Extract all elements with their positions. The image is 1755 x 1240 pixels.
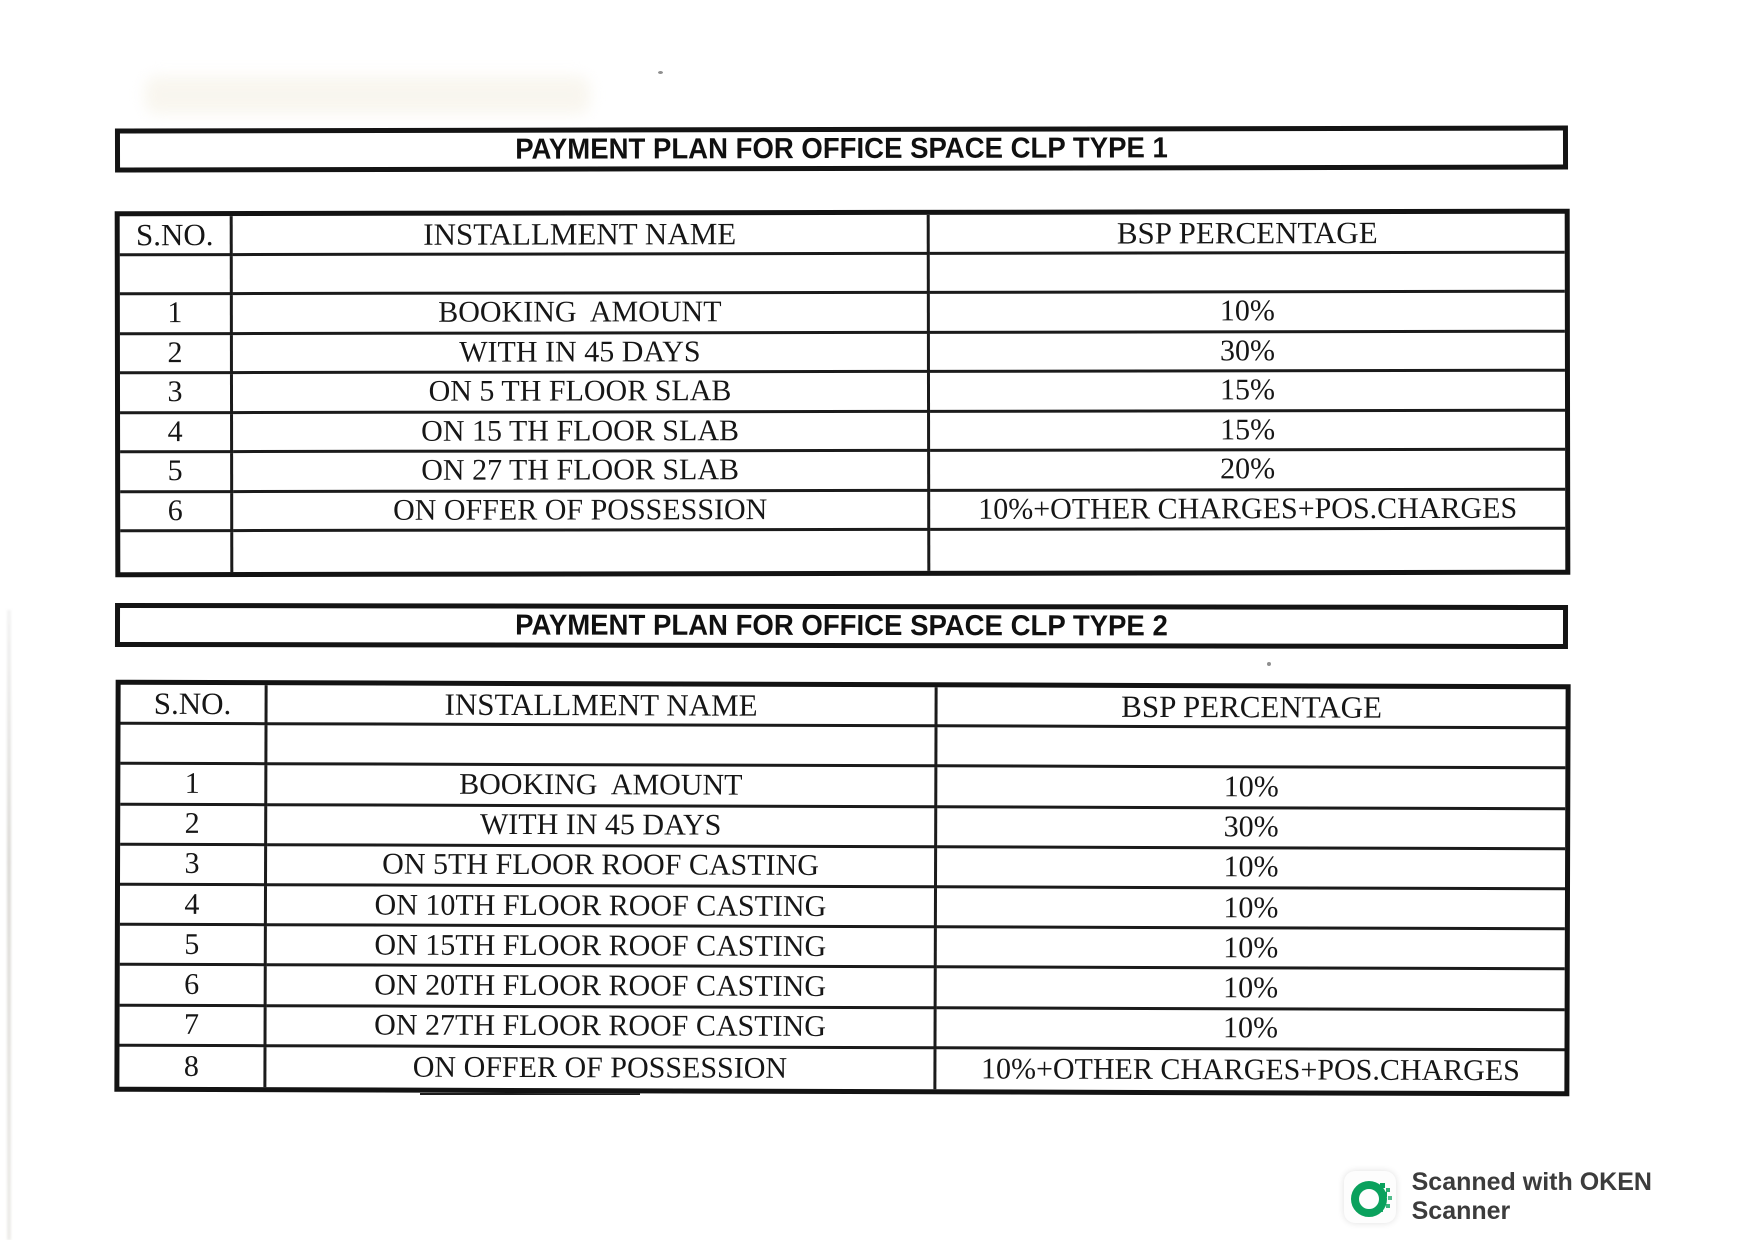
table-cell-sno: 8 — [119, 1046, 266, 1087]
scan-speck — [1267, 662, 1271, 666]
table-cell-installment-name: ON 5 TH FLOOR SLAB — [233, 373, 930, 414]
table-cell-sno: 6 — [120, 966, 267, 1007]
table-cell-installment-name: ON 27TH FLOOR ROOF CASTING — [266, 1007, 936, 1049]
table-cell-bsp-percentage — [937, 727, 1565, 769]
table-cell-installment-name: ON 15 TH FLOOR SLAB — [233, 412, 930, 453]
table-cell-bsp-percentage: 15% — [930, 372, 1565, 413]
table-cell-sno — [120, 256, 233, 296]
payment-plan-type1-title: PAYMENT PLAN FOR OFFICE SPACE CLP TYPE 1 — [515, 131, 1168, 166]
table-cell-bsp-percentage: 10% — [937, 888, 1565, 930]
table-cell-sno — [120, 725, 267, 766]
table-cell-sno: 7 — [119, 1006, 266, 1047]
table-cell-bsp-percentage: 20% — [930, 451, 1565, 492]
table-cell-bsp-percentage: 10% — [937, 848, 1565, 890]
column-header-1: INSTALLMENT NAME — [233, 215, 930, 256]
column-header-0: S.NO. — [120, 216, 233, 256]
scanner-text: Scanned with OKEN Scanner — [1411, 1168, 1652, 1225]
table-cell-bsp-percentage: 10% — [936, 1009, 1564, 1051]
table-cell-sno: 1 — [120, 765, 267, 806]
table-cell-bsp-percentage: 10% — [937, 768, 1565, 810]
table-cell-sno: 3 — [120, 845, 267, 886]
table-cell-installment-name: ON 20TH FLOOR ROOF CASTING — [267, 967, 937, 1009]
paper-edge-shadow — [7, 610, 11, 1240]
table-cell-bsp-percentage — [930, 530, 1565, 571]
table-cell-sno: 1 — [120, 295, 233, 335]
table-cell-sno: 4 — [120, 886, 267, 927]
scan-smudge — [145, 76, 590, 114]
table-cell-installment-name: WITH IN 45 DAYS — [233, 333, 930, 374]
table-cell-sno: 4 — [120, 414, 233, 454]
table-cell-sno: 5 — [120, 926, 267, 967]
table-cell-installment-name: ON 10TH FLOOR ROOF CASTING — [267, 886, 937, 928]
column-header-2: BSP PERCENTAGE — [938, 687, 1566, 729]
table-cell-bsp-percentage: 10% — [930, 293, 1565, 334]
table-cell-sno: 5 — [120, 453, 233, 493]
payment-plan-type2-title: PAYMENT PLAN FOR OFFICE SPACE CLP TYPE 2 — [515, 609, 1168, 642]
payment-plan-type2-title-bar — [115, 603, 1568, 649]
table-cell-installment-name: WITH IN 45 DAYS — [267, 806, 937, 848]
column-header-0: S.NO. — [121, 685, 268, 726]
table-cell-sno: 2 — [120, 335, 233, 375]
oken-scanner-logo-icon — [1344, 1171, 1396, 1223]
column-header-1: INSTALLMENT NAME — [268, 685, 938, 727]
table-cell-bsp-percentage: 10%+OTHER CHARGES+POS.CHARGES — [930, 490, 1565, 531]
table-cell-bsp-percentage: 15% — [930, 411, 1565, 452]
oken-scanner-badge — [1344, 1168, 1755, 1226]
table-cell-installment-name: ON 5TH FLOOR ROOF CASTING — [267, 846, 937, 888]
table-cell-installment-name — [233, 531, 930, 572]
table-cell-bsp-percentage: 10%+OTHER CHARGES+POS.CHARGES — [980, 1052, 1520, 1087]
table-cell-sno: 3 — [120, 374, 233, 414]
table-cell-installment-name — [233, 254, 930, 295]
payment-plan-type1-title-bar — [115, 125, 1568, 172]
table-cell-bsp-percentage — [930, 253, 1565, 294]
table-cell-sno: 6 — [120, 493, 233, 533]
table-cell-installment-name — [267, 725, 937, 767]
table-cell-installment-name: ON 15TH FLOOR ROOF CASTING — [267, 926, 937, 968]
scan-streak — [420, 1093, 640, 1095]
column-header-2: BSP PERCENTAGE — [930, 214, 1565, 255]
payment-plan-type2-table — [114, 680, 1570, 1096]
table-cell-installment-name: ON 27 TH FLOOR SLAB — [233, 452, 930, 493]
table-cell-installment-name: ON OFFER OF POSSESSION — [233, 491, 930, 532]
table-cell-sno: 2 — [120, 805, 267, 846]
scan-speck — [658, 71, 663, 74]
table-cell-installment-name: BOOKING AMOUNT — [233, 294, 930, 335]
payment-plan-type1-table — [115, 209, 1571, 577]
table-cell-bsp-percentage: 10% — [937, 928, 1565, 970]
table-cell-installment-name: BOOKING AMOUNT — [267, 766, 937, 808]
table-cell-installment-name: ON OFFER OF POSSESSION — [266, 1047, 936, 1089]
table-cell-bsp-percentage: 10% — [937, 969, 1565, 1011]
table-cell-bsp-percentage: 30% — [930, 332, 1565, 373]
table-cell-sno — [120, 532, 233, 572]
table-cell-bsp-percentage: 30% — [937, 808, 1565, 850]
